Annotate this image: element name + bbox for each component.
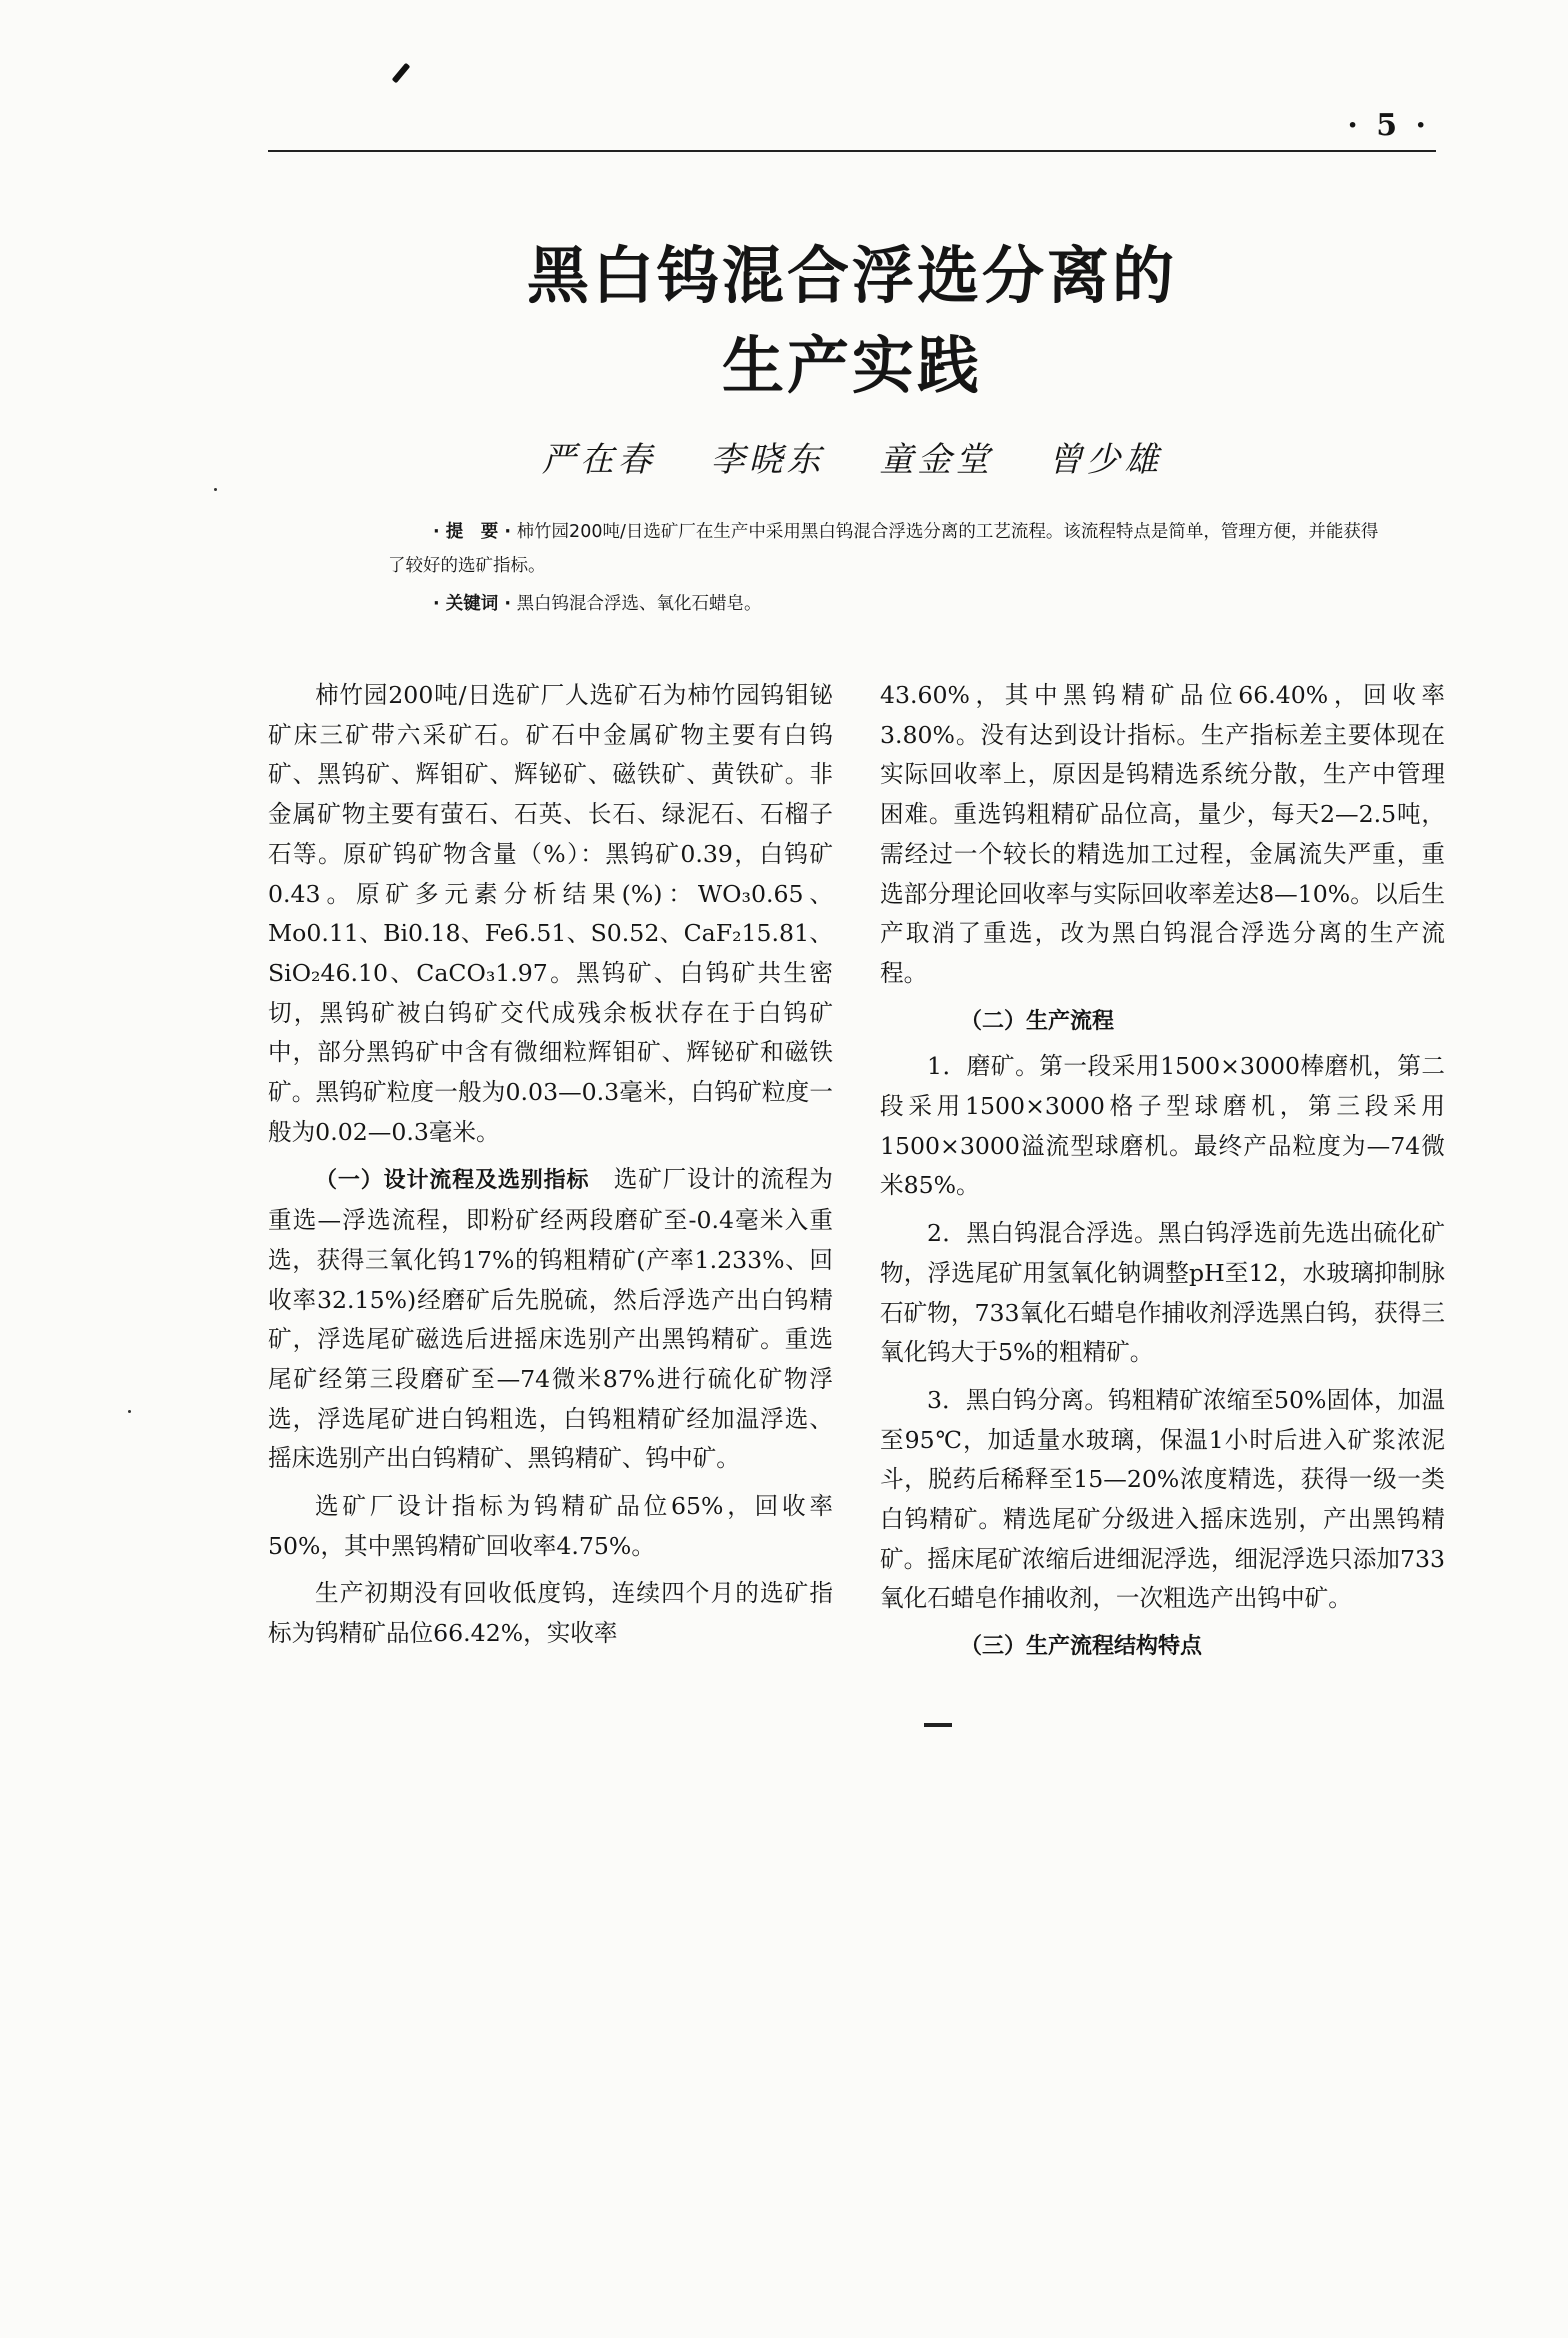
paragraph: 2．黑白钨混合浮选。黑白钨浮选前先选出硫化矿物，浮选尾矿用氢氧化钠调整pH至12，水玻璃抑制脉石矿物，733氧化石蜡皂作捕收剂浮选黑白钨，获得三氧化钨大于5%的粗精矿。 xyxy=(880,1219,1445,1367)
abstract-label: · 提 要 · xyxy=(433,522,511,542)
article-title-line1: 黑白钨混合浮选分离的 xyxy=(526,239,1177,312)
section-heading: （二）生产流程 xyxy=(960,1008,1115,1034)
keywords xyxy=(433,590,762,615)
paragraph xyxy=(268,1160,833,1479)
section-heading: （一）设计流程及选别指标 xyxy=(315,1168,590,1194)
abstract xyxy=(388,515,1388,583)
left-column xyxy=(268,676,833,1662)
paragraph: 生产初期没有回收低度钨，连续四个月的选矿指标为钨精矿品位66.42%，实收率 xyxy=(268,1579,833,1648)
scan-speck xyxy=(128,1410,131,1413)
paragraph: 1．磨矿。第一段采用1500×3000棒磨机，第二段采用1500×3000格子型球磨机，第三段采用1500×3000溢流型球磨机。最终产品粒度为—74微米85%。 xyxy=(880,1052,1445,1200)
abstract-text: 柿竹园200吨/日选矿厂在生产中采用黑白钨混合浮选分离的工艺流程。该流程特点是简单，管理方便，并能获得了较好的选矿指标。 xyxy=(388,522,1379,576)
paragraph: 选矿厂设计指标为钨精矿品位65%，回收率50%，其中黑钨精矿回收率4.75%。 xyxy=(268,1492,833,1560)
paragraph: 43.60%，其中黑钨精矿品位66.40%，回收率3.80%。没有达到设计指标。生产指标差主要体现在实际回收率上，原因是钨精选系统分散，生产中管理困难。重选钨粗精矿品位高，量少，每天2—2.5吨，需经过一个较长的精选加工过程，金属流失严重，重选部分理论回收率与实际回收率差达8—10%。以后生产取消了重选，改为黑白钨混合浮选分离的生产流程。 xyxy=(880,681,1445,987)
section-text: 选矿厂设计的流程为重选—浮选流程，即粉矿经两段磨矿至-0.4毫米入重选，获得三氧化钨17%的钨粗精矿(产率1.233%、回收率32.15%)经磨矿后先脱硫，然后浮选产出白钨精矿，浮选尾矿磁选后进摇床选别产出黑钨精矿。重选尾矿经第三段磨矿至—74微米87%进行硫化矿物浮选，浮选尾矿进白钨粗选，白钨粗精矿经加温浮选、摇床选别产出白钨精矿、黑钨精矿、钨中矿。 xyxy=(268,1165,833,1473)
paragraph: 柿竹园200吨/日选矿厂人选矿石为柿竹园钨钼铋矿床三矿带六采矿石。矿石中金属矿物主要有白钨矿、黑钨矿、辉钼矿、辉铋矿、磁铁矿、黄铁矿。非金属矿物主要有萤石、石英、长石、绿泥石、石榴子石等。原矿钨矿物含量（%）：黑钨矿0.39，白钨矿0.43。原矿多元素分析结果(%)：WO₃0.65、Mo0.11、Bi0.18、Fe6.51、S0.52、CaF₂15.81、SiO₂46.10、CaCO₃1.97。黑钨矿、白钨矿共生密切，黑钨矿被白钨矿交代成残余板状存在于白钨矿中，部分黑钨矿中含有微细粒辉钼矿、辉铋矿和磁铁矿。黑钨矿粒度一般为0.03—0.3毫米，白钨矿粒度一般为0.02—0.3毫米。 xyxy=(268,681,833,1146)
header-rule xyxy=(268,150,1436,152)
section-heading: （三）生产流程结构特点 xyxy=(960,1634,1203,1660)
authors: 严在春 李晓东 童金堂 曾少雄 xyxy=(541,440,1163,480)
keywords-label: · 关键词 · xyxy=(433,594,511,614)
article-title-line2: 生产实践 xyxy=(721,329,982,402)
paragraph: 3．黑白钨分离。钨粗精矿浓缩至50%固体，加温至95℃，加适量水玻璃，保温1小时后进入矿浆浓泥斗，脱药后稀释至15—20%浓度精选，获得一级一类白钨精矿。精选尾矿分级进入摇床选别，产出黑钨精矿。摇床尾矿浓缩后进细泥浮选，细泥浮选只添加733氧化石蜡皂作捕收剂，一次粗选产出钨中矿。 xyxy=(880,1385,1445,1613)
scan-mark xyxy=(924,1723,952,1727)
scan-mark xyxy=(392,63,411,84)
page-number: · 5 · xyxy=(1347,108,1430,143)
right-column xyxy=(880,676,1445,1673)
scan-speck xyxy=(214,488,217,491)
keywords-text: 黑白钨混合浮选、氧化石蜡皂。 xyxy=(516,594,762,614)
